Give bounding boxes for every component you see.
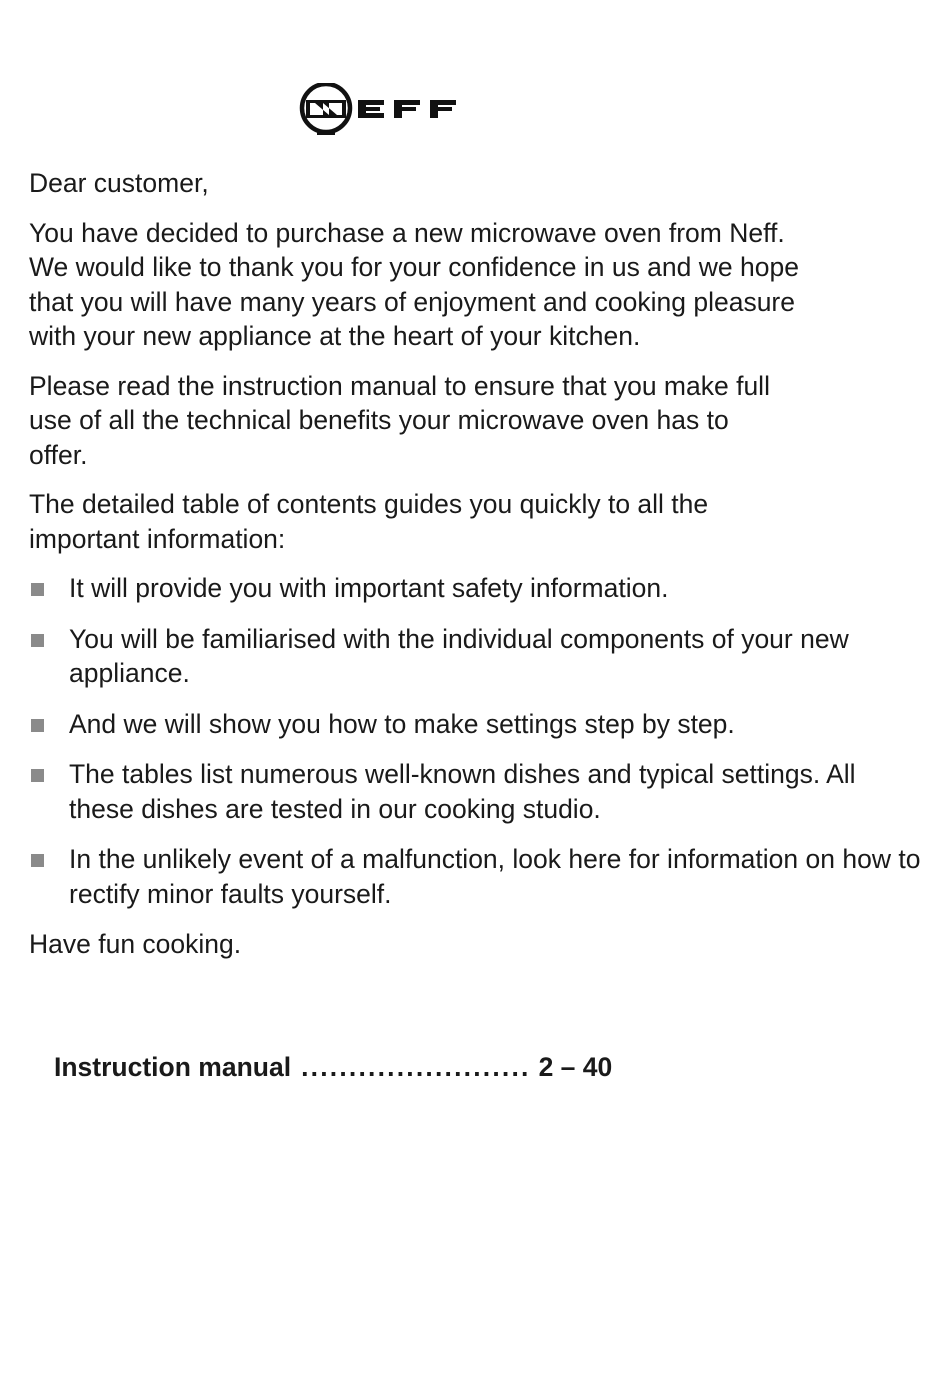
toc-entry[interactable] bbox=[54, 1052, 612, 1083]
neff-logo-mark bbox=[298, 83, 473, 139]
square-bullet-icon bbox=[31, 583, 44, 596]
list-item-text: You will be familiarised with the individual components of your new appliance. bbox=[69, 623, 849, 688]
list-item bbox=[29, 757, 869, 826]
list-item-text: In the unlikely event of a malfunction, look here for information on how to rectify minor faults yourself. bbox=[69, 844, 921, 909]
contents-paragraph: The detailed table of contents guides you quickly to all the important information: bbox=[29, 489, 709, 554]
letter-body bbox=[29, 166, 929, 977]
list-item bbox=[29, 707, 929, 742]
square-bullet-icon bbox=[31, 634, 44, 647]
toc-page-range: 2 – 40 bbox=[538, 1052, 613, 1082]
list-item bbox=[29, 571, 929, 606]
greeting: Dear customer, bbox=[29, 168, 209, 198]
list-item-text: And we will show you how to make settings step by step. bbox=[69, 708, 735, 739]
feature-list bbox=[29, 571, 929, 911]
list-item bbox=[29, 622, 929, 691]
toc-leader-dots: ........................ bbox=[301, 1052, 531, 1082]
list-item-text: It will provide you with important safety information. bbox=[69, 573, 669, 603]
closing: Have fun cooking. bbox=[29, 929, 242, 959]
list-item bbox=[29, 842, 929, 911]
square-bullet-icon bbox=[31, 854, 44, 867]
neff-logo bbox=[298, 83, 473, 139]
square-bullet-icon bbox=[31, 769, 44, 782]
toc-label: Instruction manual bbox=[54, 1052, 292, 1082]
list-item-text: The tables list numerous well-known dishes and typical settings. All these dishes are tested in our cooking studio. bbox=[69, 759, 856, 824]
intro-paragraph: You have decided to purchase a new microwave oven from Neff. We would like to thank you for your confidence in us and we hope that you will have many years of enjoyment and cooking pleasure with your new appliance at the heart of your kitchen. bbox=[29, 217, 799, 351]
square-bullet-icon bbox=[31, 719, 44, 732]
manual-paragraph: Please read the instruction manual to ensure that you make full use of all the technical benefits your microwave oven has to offer. bbox=[29, 370, 770, 470]
